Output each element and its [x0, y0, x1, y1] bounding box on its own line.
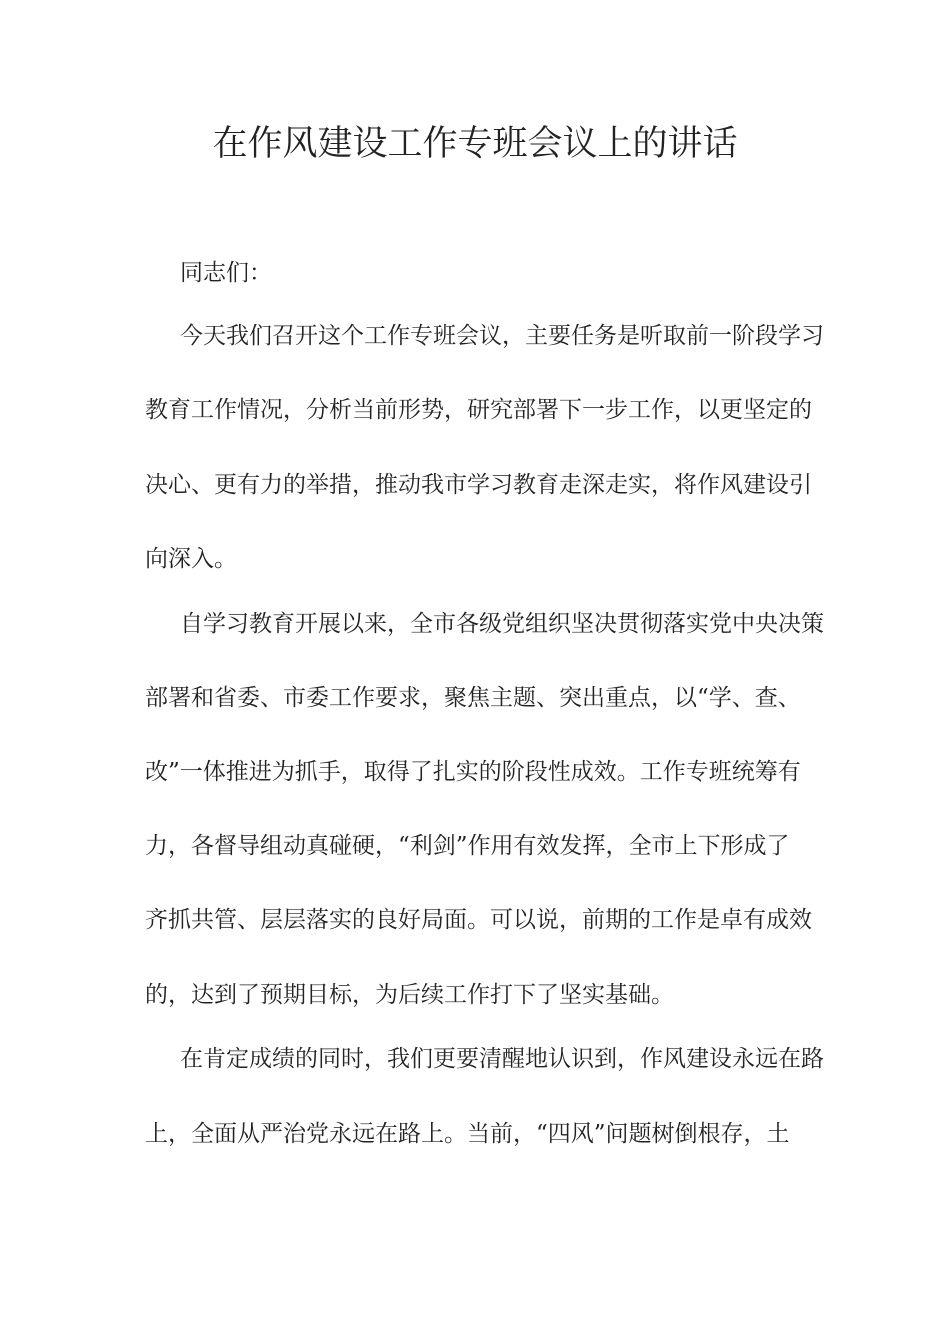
paragraph-line: 齐抓共管、层层落实的良好局面。可以说，前期的工作是卓有成效 — [145, 907, 812, 933]
salutation: 同志们： — [180, 260, 272, 286]
paragraph-line: 改”一体推进为抓手，取得了扎实的阶段性成效。工作专班统筹有 — [145, 759, 801, 785]
paragraph-line: 的，达到了预期目标，为后续工作打下了坚实基础。 — [145, 982, 674, 1008]
paragraph-line: 上，全面从严治党永远在路上。当前，“四风”问题树倒根存，土 — [145, 1121, 790, 1147]
paragraph-line: 今天我们召开这个工作专班会议，主要任务是听取前一阶段学习 — [180, 323, 824, 349]
paragraph-line: 部署和省委、市委工作要求，聚焦主题、突出重点，以“学、查、 — [145, 685, 801, 711]
paragraph-line: 在肯定成绩的同时，我们更要清醒地认识到，作风建设永远在路 — [180, 1046, 824, 1072]
paragraph-line: 教育工作情况，分析当前形势，研究部署下一步工作，以更坚定的 — [145, 397, 812, 423]
paragraph-line: 自学习教育开展以来，全市各级党组织坚决贯彻落实党中央决策 — [180, 611, 824, 637]
paragraph-line: 决心、更有力的举措，推动我市学习教育走深走实，将作风建设引 — [145, 472, 812, 498]
paragraph-line: 向深入。 — [145, 546, 237, 572]
paragraph-line: 力，各督导组动真碰硬，“利剑”作用有效发挥，全市上下形成了 — [145, 833, 790, 859]
document-title: 在作风建设工作专班会议上的讲话 — [212, 124, 738, 164]
